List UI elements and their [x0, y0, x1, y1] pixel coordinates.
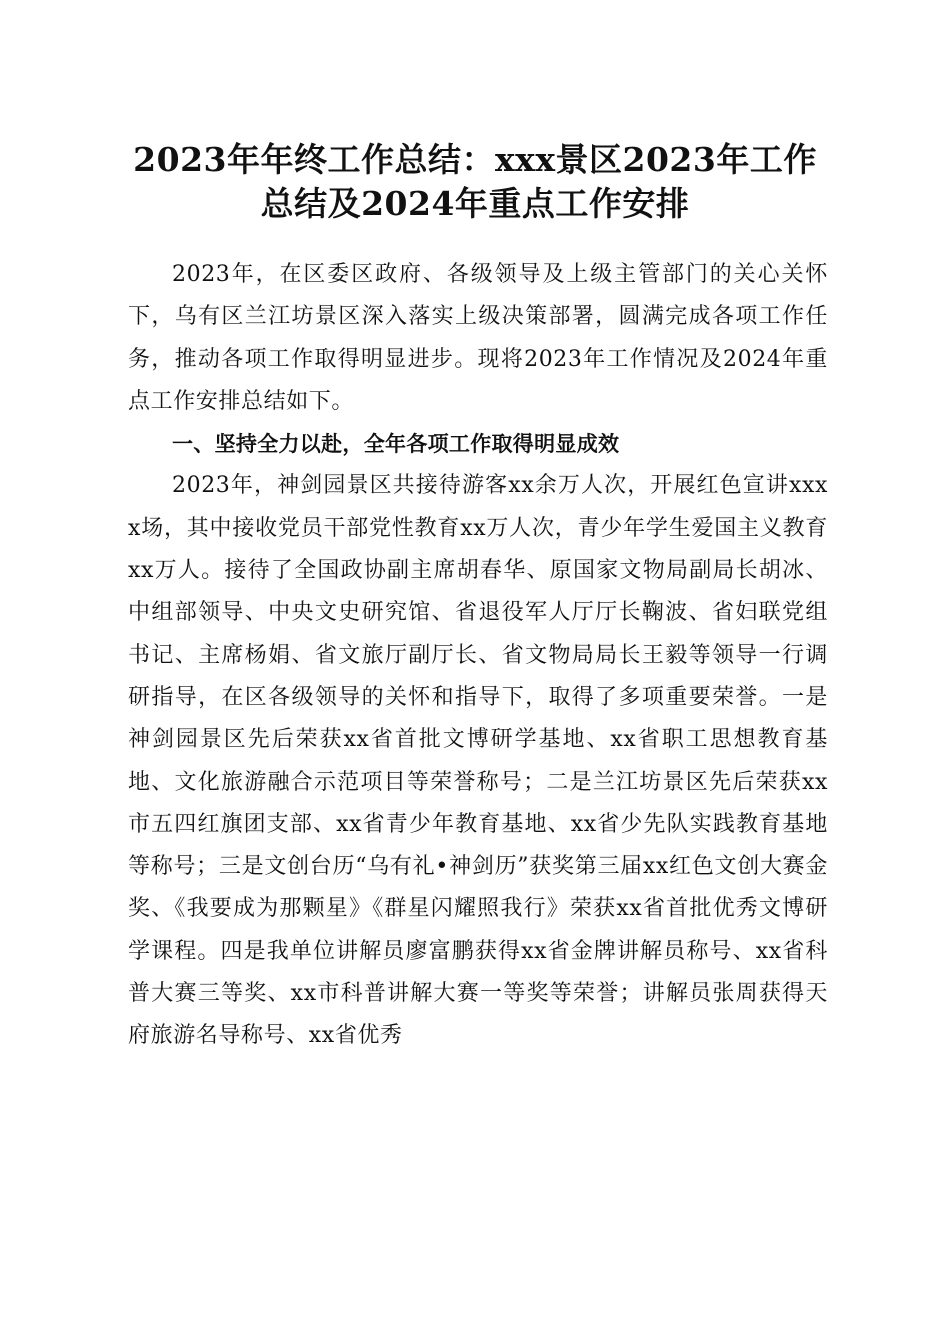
title-line-1: 2023年年终工作总结：xxx景区2023年工作	[133, 140, 817, 179]
section-1-paragraph: 2023年，神剑园景区共接待游客xx余万人次，开展红色宣讲xxxx场，其中接收党员干部党性教育xx万人次，青少年学生爱国主义教育xx万人。接待了全国政协副主席胡春华、原国家文物局副局长胡冰、中组部领导、中央文史研究馆、省退役军人厅厅长鞠波、省妇联党组书记、主席杨娟、省文旅厅副厅长、省文物局局长王毅等领导一行调研指导，在区各级领导的关怀和指导下，取得了多项重要荣誉。一是神剑园景区先后荣获xx省首批文博研学基地、xx省职工思想教育基地、文化旅游融合示范项目等荣誉称号；二是兰江坊景区先后荣获xx市五四红旗团支部、xx省青少年教育基地、xx省少先队实践教育基地等称号；三是文创台历“乌有礼•神剑历”获奖第三届xx红色文创大赛金奖、《我要成为那颗星》《群星闪耀照我行》荣获xx省首批优秀文博研学课程。四是我单位讲解员廖富鹏获得xx省金牌讲解员称号、xx省科普大赛三等奖、xx市科普讲解大赛一等奖等荣誉；讲解员张周获得天府旅游名导称号、xx省优秀	[128, 473, 828, 1049]
document-title	[100, 138, 850, 226]
document-body	[128, 254, 828, 1058]
title-line-2: 总结及2024年重点工作安排	[260, 184, 690, 223]
section-heading-1: 一、坚持全力以赴，全年各项工作取得明显成效	[172, 432, 620, 457]
intro-paragraph: 2023年，在区委区政府、各级领导及上级主管部门的关心关怀下，乌有区兰江坊景区深入落实上级决策部署，圆满完成各项工作任务，推动各项工作取得明显进步。现将2023年工作情况及2024年重点工作安排总结如下。	[128, 262, 828, 414]
